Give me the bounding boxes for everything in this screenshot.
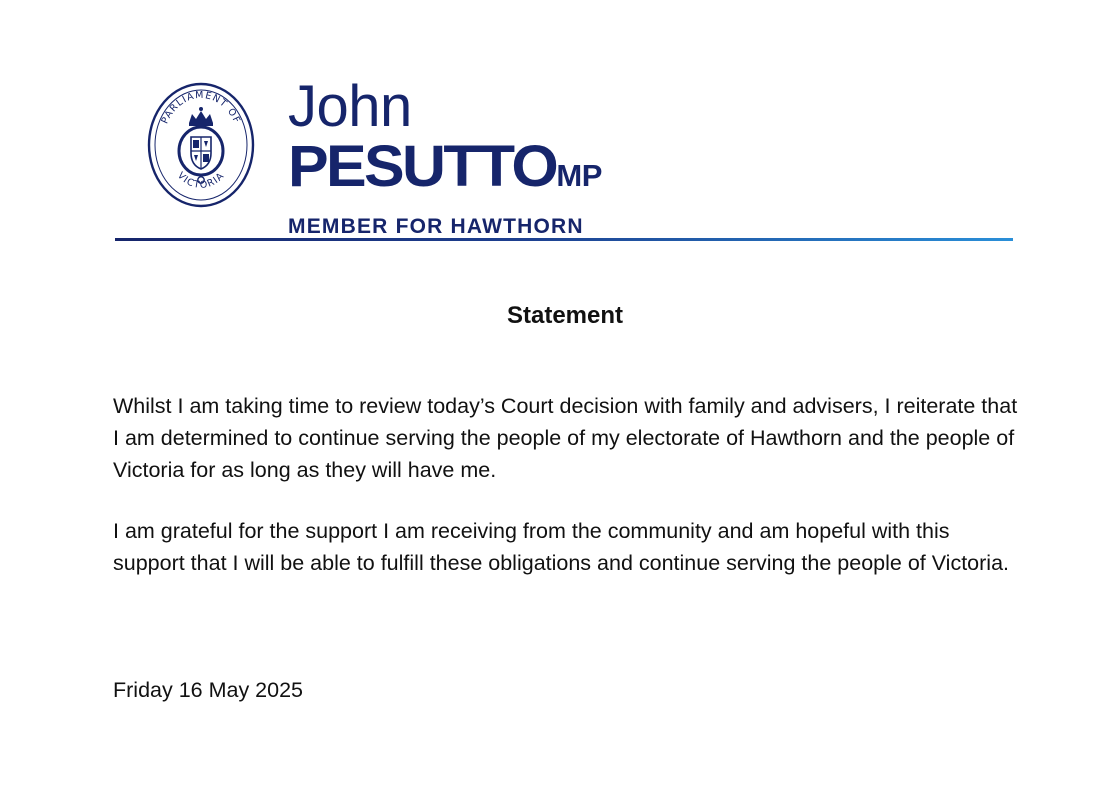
member-surname-row: [288, 134, 602, 211]
member-surname: PESUTTO: [288, 134, 557, 199]
member-first-name: John: [288, 74, 412, 139]
statement-date: Friday 16 May 2025: [113, 678, 304, 702]
member-name-block: [288, 74, 602, 239]
statement-body: [113, 390, 1023, 608]
svg-text:VICTORIA: VICTORIA: [175, 170, 227, 192]
member-electorate: MEMBER FOR HAWTHORN: [288, 215, 584, 238]
parliament-of-victoria-seal: [146, 81, 256, 209]
svg-text:PARLIAMENT OF: PARLIAMENT OF: [159, 89, 243, 126]
statement-paragraph: I am grateful for the support I am receiving from the community and am hopeful with this support that I will be able to fulfill these obligations and continue serving the people of Victoria.: [113, 519, 1009, 575]
post-nominal-mp: MP: [556, 158, 602, 193]
letterhead: [0, 0, 1107, 250]
statement-paragraph: Whilst I am taking time to review today’s Court decision with family and advisers, I reiterate that I am determined to continue serving the people of my electorate of Hawthorn and the people of Victoria for as long as they will have me.: [113, 394, 1018, 482]
statement-heading: Statement: [506, 302, 624, 329]
letterhead-rule: [115, 238, 1013, 241]
